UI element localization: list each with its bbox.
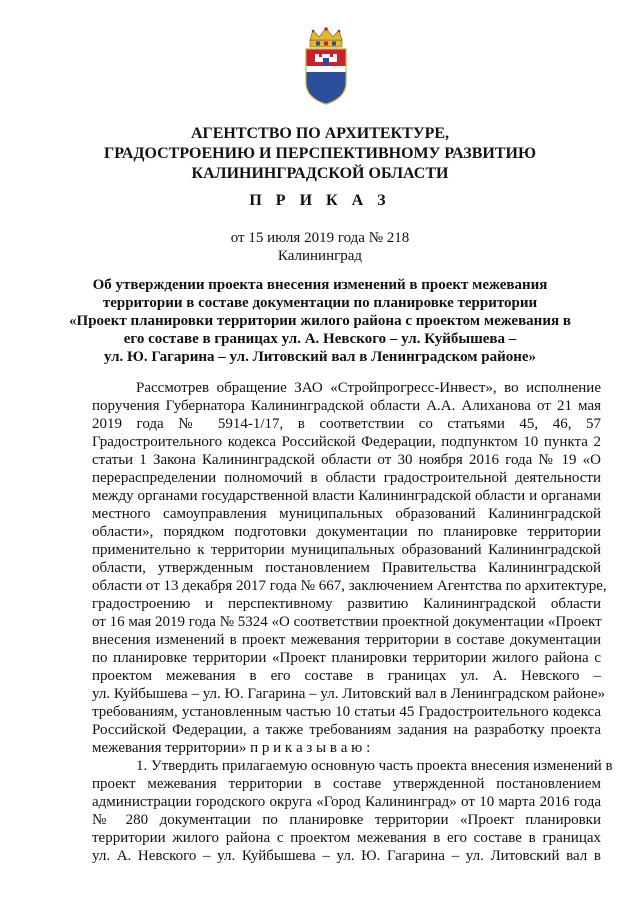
body-line: статьи 1 Закона Калининградской области от 30 ноября 2016 года № 19 «О [92,452,601,468]
body-line: проектом межевания в его составе в границах ул. А. Невского – [92,668,601,684]
body-line: поручения Губернатора Калининградской области А.А. Алиханова от 21 мая [92,398,601,414]
body-line: местного самоуправления муниципальных образований Калининградской [92,506,601,522]
subject-line: Об утверждении проекта внесения изменений в проект межевания [92,277,548,293]
body-line: применительно к территории муниципальных образований Калининградской [92,542,601,558]
agency-name [40,124,600,184]
subject-line: ул. Ю. Гагарина – ул. Литовский вал в Ленинградском районе» [103,349,537,365]
order-meta [200,229,440,265]
body-line: № 280 документации по планировке территории «Проект планировки [92,812,601,828]
body-line: 1. Утвердить прилагаемую основную часть проекта внесения изменений в [136,758,613,774]
body-line: Градостроительного кодекса Российской Федерации, подпунктом 10 пункта 2 [92,434,601,450]
crown-icon [310,27,342,47]
order-subject [60,276,580,366]
subject-line: его составе в границах ул. А. Невского – ул. Куйбышева – [123,331,517,347]
body-line: области, утвержденным постановлением Правительства Калининградской [92,560,601,576]
order-title: П Р И К А З [249,192,391,209]
order-city: Калининград [277,248,363,264]
body-line: градостроению и перспективному развитию Калининградской области [92,596,601,612]
body-line: внесения изменений в проект межевания территории в составе документации [92,632,601,648]
body-line: от 16 мая 2019 года № 5324 «О соответствии проектной документации «Проект [92,614,602,630]
subject-line: «Проект планировки территории жилого района с проектом межевания в [69,313,571,329]
body-line: требованиям, установленным частью 10 статьи 45 Градостроительного кодекса [92,704,601,720]
body-line: Рассмотрев обращение ЗАО «Стройпрогресс-Инвест», во исполнение [136,380,601,396]
agency-name-line: КАЛИНИНГРАДСКОЙ ОБЛАСТИ [191,165,449,182]
body-line: проект межевания территории в составе утвержденной постановлением [92,776,601,792]
body-line: по планировке территории «Проект планировки территории жилого района с [92,650,601,666]
body-line: администрации городского округа «Город Калининград» от 10 марта 2016 года [92,794,601,810]
kaliningrad-coat-of-arms-icon [300,26,352,106]
body-line: области от 13 декабря 2017 года № 667, заключением Агентства по архитектуре, [92,578,607,594]
subject-line: территории в составе документации по планировке территории [102,295,538,311]
body-line: территории жилого района с проектом межевания в его составе в границах [92,830,601,846]
body-line: Российской Федерации, а также требованиям задания на разработку проекта [92,722,601,738]
order-body [92,379,613,865]
order-date-number: от 15 июля 2019 года № 218 [230,230,410,246]
body-line: области», порядком подготовки документации по планировке территории [92,524,601,540]
body-line: межевания территории» п р и к а з ы в а ю : [92,740,371,756]
agency-name-line: ГРАДОСТРОЕНИЮ И ПЕРСПЕКТИВНОМУ РАЗВИТИЮ [104,145,536,162]
agency-name-line: АГЕНТСТВО ПО АРХИТЕКТУРЕ, [190,125,450,142]
body-line: перераспределении полномочий в области градостроительной деятельности [92,470,601,486]
shield-icon [306,49,346,104]
body-line: между органами государственной власти Калининградской области и органами [92,488,601,504]
body-line: 2019 года № 5914-1/17, в соответствии со статьями 45, 46, 57 [92,416,601,432]
body-line: ул. Куйбышева – ул. Ю. Гагарина – ул. Литовский вал в Ленинградском районе» [92,686,606,702]
body-line: ул. А. Невского – ул. Куйбышева – ул. Ю. Гагарина – ул. Литовский вал в [92,848,601,864]
